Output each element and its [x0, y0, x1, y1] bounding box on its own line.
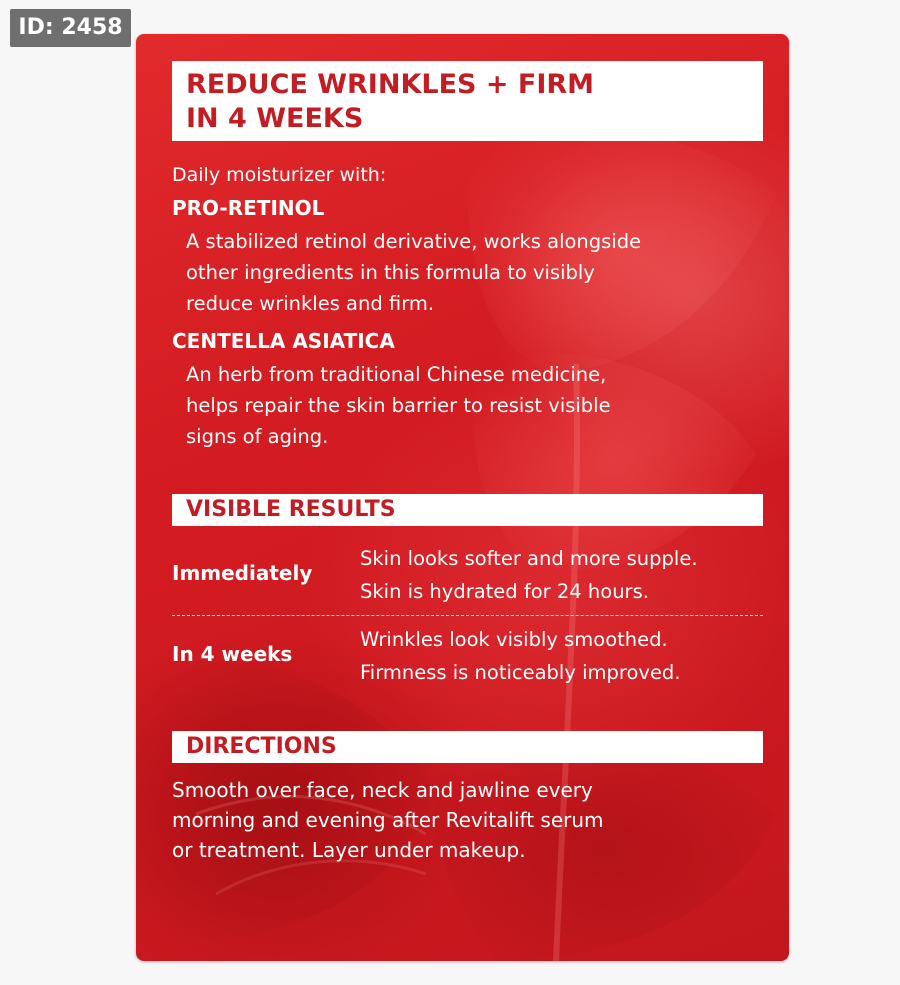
result-detail-immediately	[360, 542, 698, 608]
ingredient-name-centella-asiatica: CENTELLA ASIATICA	[172, 329, 395, 353]
title-band	[172, 61, 763, 141]
results-divider	[172, 615, 763, 616]
product-box-panel	[136, 34, 789, 961]
result-detail-4-weeks	[360, 623, 681, 689]
ingredient-description-line: other ingredients in this formula to visibly	[186, 261, 595, 284]
directions-text	[172, 775, 604, 865]
directions-line: Smooth over face, neck and jawline every	[172, 778, 593, 802]
ingredient-description-line: signs of aging.	[186, 425, 329, 448]
product-title	[186, 68, 594, 136]
result-detail-line: Skin looks softer and more supple.	[360, 547, 698, 570]
result-label-immediately: Immediately	[172, 561, 313, 585]
ingredient-description-pro-retinol	[186, 226, 641, 319]
id-badge: ID: 2458	[10, 9, 131, 47]
ingredient-description-centella-asiatica	[186, 359, 611, 452]
ingredient-description-line: helps repair the skin barrier to resist visible	[186, 394, 611, 417]
directions-heading: DIRECTIONS	[186, 734, 337, 759]
ingredient-description-line: An herb from traditional Chinese medicine,	[186, 363, 607, 386]
ingredient-description-line: A stabilized retinol derivative, works alongside	[186, 230, 642, 253]
result-detail-line: Wrinkles look visibly smoothed.	[360, 628, 668, 651]
result-detail-line: Firmness is noticeably improved.	[360, 661, 681, 684]
directions-line: or treatment. Layer under makeup.	[172, 838, 526, 862]
result-label-4-weeks: In 4 weeks	[172, 642, 293, 666]
ingredient-name-pro-retinol: PRO-RETINOL	[172, 196, 325, 220]
title-line-2: IN 4 WEEKS	[186, 103, 364, 134]
intro-text: Daily moisturizer with:	[172, 164, 387, 186]
title-line-1: REDUCE WRINKLES + FIRM	[186, 69, 595, 100]
visible-results-band	[172, 494, 763, 526]
directions-line: morning and evening after Revitalift serum	[172, 808, 604, 832]
ingredient-description-line: reduce wrinkles and firm.	[186, 292, 435, 315]
result-detail-line: Skin is hydrated for 24 hours.	[360, 580, 649, 603]
directions-band	[172, 731, 763, 763]
visible-results-heading: VISIBLE RESULTS	[186, 497, 396, 522]
